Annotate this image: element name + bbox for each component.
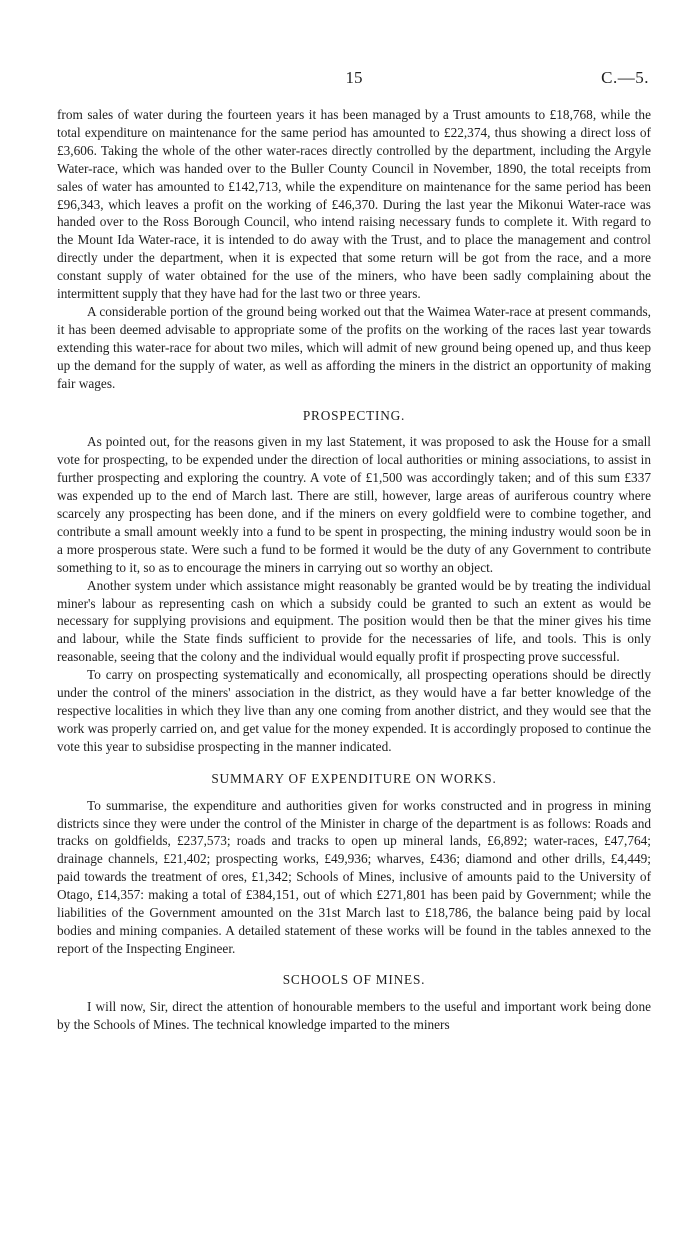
paragraph-prospecting-vote: As pointed out, for the reasons given in my last Statement, it was proposed to ask the House for a small vote for prospecting, to be expended under the direction of local authorities or mining associations, to assist in further prospecting and exploring the country. A vote of £1,500 was accordingly taken; and of this sum £337 was expended up to the end of March last. There are still, however, large areas of auriferous country where scarcely any prospecting has been done, and if the miners on every goldfield were to combine together, and contribute a small amount weekly into a fund to be spent in prospecting, the mining industry would soon be in a more prosperous state. Were such a fund to be formed it would be the duty of any Government to contribute something to it, so as to encourage the miners in carrying out so worthy an object. <box>57 434 651 575</box>
paragraph-schools-of-mines: I will now, Sir, direct the attention of honourable members to the useful and important work being done by the Schools of Mines. The technical knowledge imparted to the miners <box>57 998 651 1032</box>
page-header <box>57 68 651 92</box>
page-number: 15 <box>345 68 363 87</box>
heading-prospecting: PROSPECTING. <box>302 407 406 423</box>
paragraph-prospecting-subsidy: Another system under which assistance might reasonably be granted would be by treating the individual miner's labour as representing cash on which a subsidy could be granted to such an extent as would be necessary for supplying provisions and equipment. The position would then be that the miner gives his time and labour, while the State finds sufficient to provide for the necessaries of life, and tools. This is only reasonable, seeing that the colony and the individual would equally profit if prospecting prove successful. <box>57 577 651 665</box>
heading-summary-of-expenditure: SUMMARY OF EXPENDITURE ON WORKS. <box>211 770 497 786</box>
paragraph-water-race-receipts: from sales of water during the fourteen years it has been managed by a Trust amounts to £18,768, while the total expenditure on maintenance for the same period has amounted to £22,374, thus showing a direct loss of £3,606. Taking the whole of the other water-races directly controlled by the department, including the Argyle Water-race, which was handed over to the Buller County Council in November, 1890, the total receipts from sales of water has amounted to £142,713, while the expenditure on maintenance for the same period has been £96,343, which leaves a profit on the working of £46,370. During the last year the Mikonui Water-race was handed over to the Ross Borough Council, who intend raising necessary funds to complete it. With regard to the Mount Ida Water-race, it is intended to do away with the Trust, and to place the management and control directly under the department, when it is expected that some return will be got from the race, and a more constant supply of water obtained for the use of the miners, who have been sadly complaining about the intermittent supply that they have had for the last two or three years. <box>57 107 651 302</box>
paragraph-expenditure-summary: To summarise, the expenditure and authorities given for works constructed and in progress in mining districts since they were under the control of the Minister in charge of the department is as follows: Roads and tracks on goldfields, £237,573; roads and tracks to open up mineral lands, £6,892; water-races, £47,764; drainage channels, £21,402; prospecting works, £49,936; wharves, £436; diamond and other drills, £4,449; paid towards the treatment of ores, £1,342; Schools of Mines, inclusive of amounts paid to the University of Otago, £14,357: making a total of £384,151, out of which £271,801 has been paid by Government; while the liabilities of the Government amounted on the 31st March last to £18,786, the balance being paid by local bodies and mining companies. A detailed statement of these works will be found in the tables annexed to the report of the Inspecting Engineer. <box>57 797 651 956</box>
paragraph-waimea-extension: A considerable portion of the ground being worked out that the Waimea Water-race at present commands, it has been deemed advisable to appropriate some of the profits on the working of the races last year towards extending this water-race for about two miles, which will admit of new ground being opened up, and thus keep up the demand for the supply of water, as well as affording the miners in the district an opportunity of making fair wages. <box>57 303 651 391</box>
paragraph-prospecting-control: To carry on prospecting systematically and economically, all prospecting operations should be directly under the control of the miners' association in the district, as they would have a far better knowledge of the respective localities in which they live than any one coming from another district, and they would see that the work was properly carried on, and get value for the money expended. It is accordingly proposed to continue the vote this year to subsidise prospecting in the manner indicated. <box>57 667 651 754</box>
body-text <box>57 106 651 1034</box>
document-reference: C.—5. <box>601 68 649 87</box>
heading-schools-of-mines: SCHOOLS OF MINES. <box>282 971 426 987</box>
